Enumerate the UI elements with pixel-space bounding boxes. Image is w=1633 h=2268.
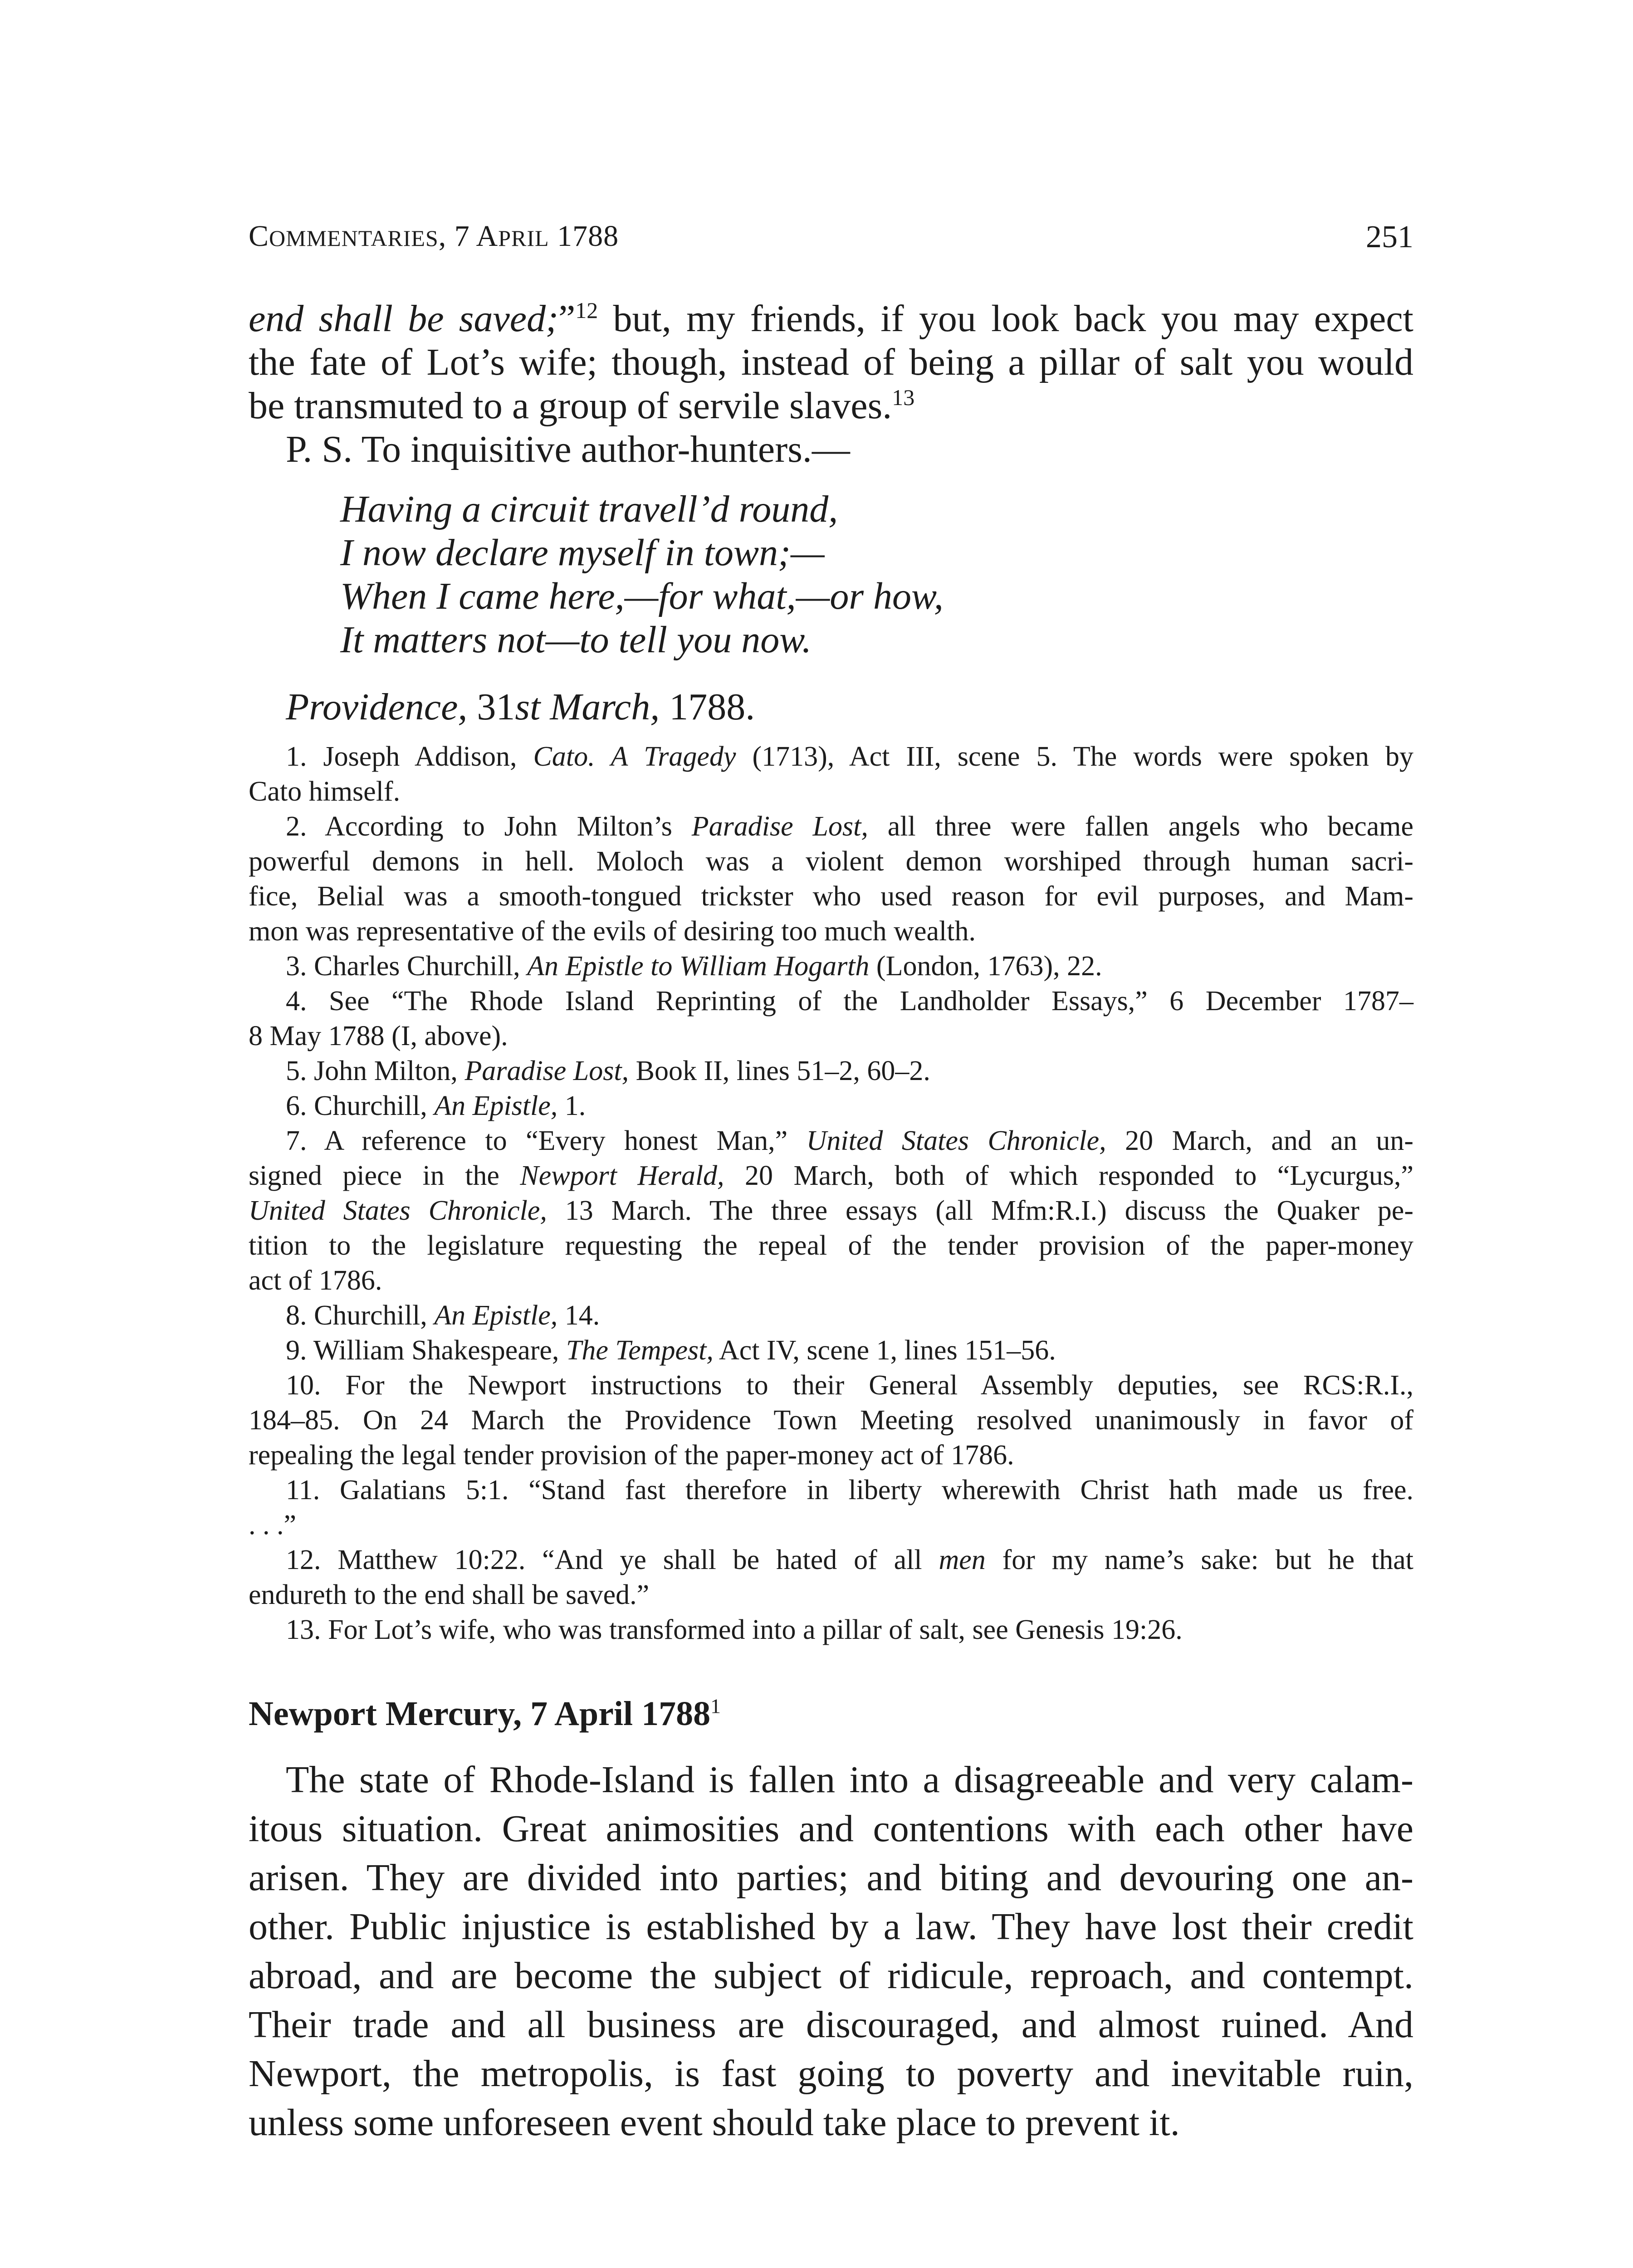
postscript-line: P. S. To inquisitive author-hunters.— xyxy=(286,428,850,470)
footnote-11: 11. Galatians 5:1. “Stand fast therefore in liberty wherewith Christ hath made us free. xyxy=(286,1475,1413,1505)
footnote-10: 10. For the Newport instructions to their General Assembly deputies, see RCS:R.I., xyxy=(286,1370,1413,1401)
footnote-line: signed piece in the Newport Herald, 20 March, both of which responded to “Lycurgus,” xyxy=(249,1160,1413,1191)
newport-mercury-paragraph xyxy=(249,1755,1413,2147)
footnote-line: Cato himself. xyxy=(249,776,401,807)
running-head xyxy=(249,219,1413,260)
footnote-line: act of 1786. xyxy=(249,1265,382,1296)
text-line: abroad, and are become the subject of ridicule, reproach, and contempt. xyxy=(249,1955,1413,1997)
footnote-2: 2. According to John Milton’s Paradise Lost, all three were fallen angels who became xyxy=(286,811,1414,842)
text-line: itous situation. Great animosities and contentions with each other have xyxy=(249,1808,1413,1850)
text-line: other. Public injustice is established by a law. They have lost their credit xyxy=(249,1906,1413,1948)
footnote-1: 1. Joseph Addison, Cato. A Tragedy (1713), Act III, scene 5. The words were spoken by xyxy=(286,741,1414,772)
verse-block xyxy=(340,488,944,662)
footnote-line: fice, Belial was a smooth-tongued trickster who used reason for evil purposes, and Mam- xyxy=(249,881,1413,912)
footnote-line: United States Chronicle, 13 March. The three essays (all Mfm:R.I.) discuss the Quaker pe- xyxy=(249,1195,1413,1226)
footnote-line: 184–85. On 24 March the Providence Town Meeting resolved unanimously in favor of xyxy=(249,1405,1413,1436)
footnote-9: 9. William Shakespeare, The Tempest, Act IV, scene 1, lines 151–56. xyxy=(286,1335,1056,1366)
text-line: be transmuted to a group of servile slaves.$^{13}$ xyxy=(249,385,915,427)
footnote-13: 13. For Lot’s wife, who was transformed into a pillar of salt, see Genesis 19:26. xyxy=(286,1614,1183,1645)
text-line: end shall be saved;”$^{12}$ but, my friends, if you look back you may expect xyxy=(249,298,1413,340)
section-heading: Newport Mercury, 7 April 1788$^1$ xyxy=(249,1694,721,1733)
opening-paragraph xyxy=(249,297,1413,471)
footnote-5: 5. John Milton, Paradise Lost, Book II, lines 51–2, 60–2. xyxy=(286,1056,930,1086)
footnote-line: tition to the legislature requesting the repeal of the tender provision of the paper-money xyxy=(249,1230,1413,1261)
footnote-8: 8. Churchill, An Epistle, 14. xyxy=(286,1300,600,1331)
text-line: arisen. They are divided into parties; and biting and devouring one an- xyxy=(249,1857,1413,1899)
text-line: unless some unforeseen event should take place to prevent it. xyxy=(249,2102,1180,2144)
text-line: Newport, the metropolis, is fast going to poverty and inevitable ruin, xyxy=(249,2053,1413,2095)
footnotes xyxy=(249,739,1413,1647)
footnote-7: 7. A reference to “Every honest Man,” United States Chronicle, 20 March, and an un- xyxy=(286,1125,1413,1156)
verse-line: It matters not—to tell you now. xyxy=(340,619,812,661)
text-line: the fate of Lot’s wife; though, instead of being a pillar of salt you would xyxy=(249,341,1413,383)
page-number: 251 xyxy=(1366,220,1413,254)
footnote-12: 12. Matthew 10:22. “And ye shall be hated of all men for my name’s sake: but he that xyxy=(286,1545,1413,1575)
footnote-4: 4. See “The Rhode Island Reprinting of the Landholder Essays,” 6 December 1787– xyxy=(286,986,1413,1017)
footnote-6: 6. Churchill, An Epistle, 1. xyxy=(286,1090,586,1121)
footnote-line: endureth to the end shall be saved.” xyxy=(249,1579,650,1610)
footnote-3: 3. Charles Churchill, An Epistle to William Hogarth (London, 1763), 22. xyxy=(286,951,1102,982)
footnote-line: . . .” xyxy=(249,1510,297,1540)
verse-line: When I came here,—for what,—or how, xyxy=(340,575,944,617)
footnote-line: powerful demons in hell. Moloch was a violent demon worshiped through human sacri- xyxy=(249,846,1413,877)
footnote-line: repealing the legal tender provision of the paper-money act of 1786. xyxy=(249,1440,1014,1471)
text-line: Their trade and all business are discouraged, and almost ruined. And xyxy=(249,2004,1413,2046)
footnote-line: mon was representative of the evils of desiring too much wealth. xyxy=(249,916,976,947)
verse-line: Having a circuit travell’d round, xyxy=(340,488,838,530)
dateline: Providence, 31st March, 1788. xyxy=(286,686,755,728)
verse-line: I now declare myself in town;— xyxy=(340,532,825,574)
footnote-line: 8 May 1788 (I, above). xyxy=(249,1021,508,1051)
running-head-title: COMMENTARIES, 7 APRIL 1788 xyxy=(249,220,619,253)
text-line: The state of Rhode-Island is fallen into a disagreeable and very calam- xyxy=(286,1759,1413,1801)
